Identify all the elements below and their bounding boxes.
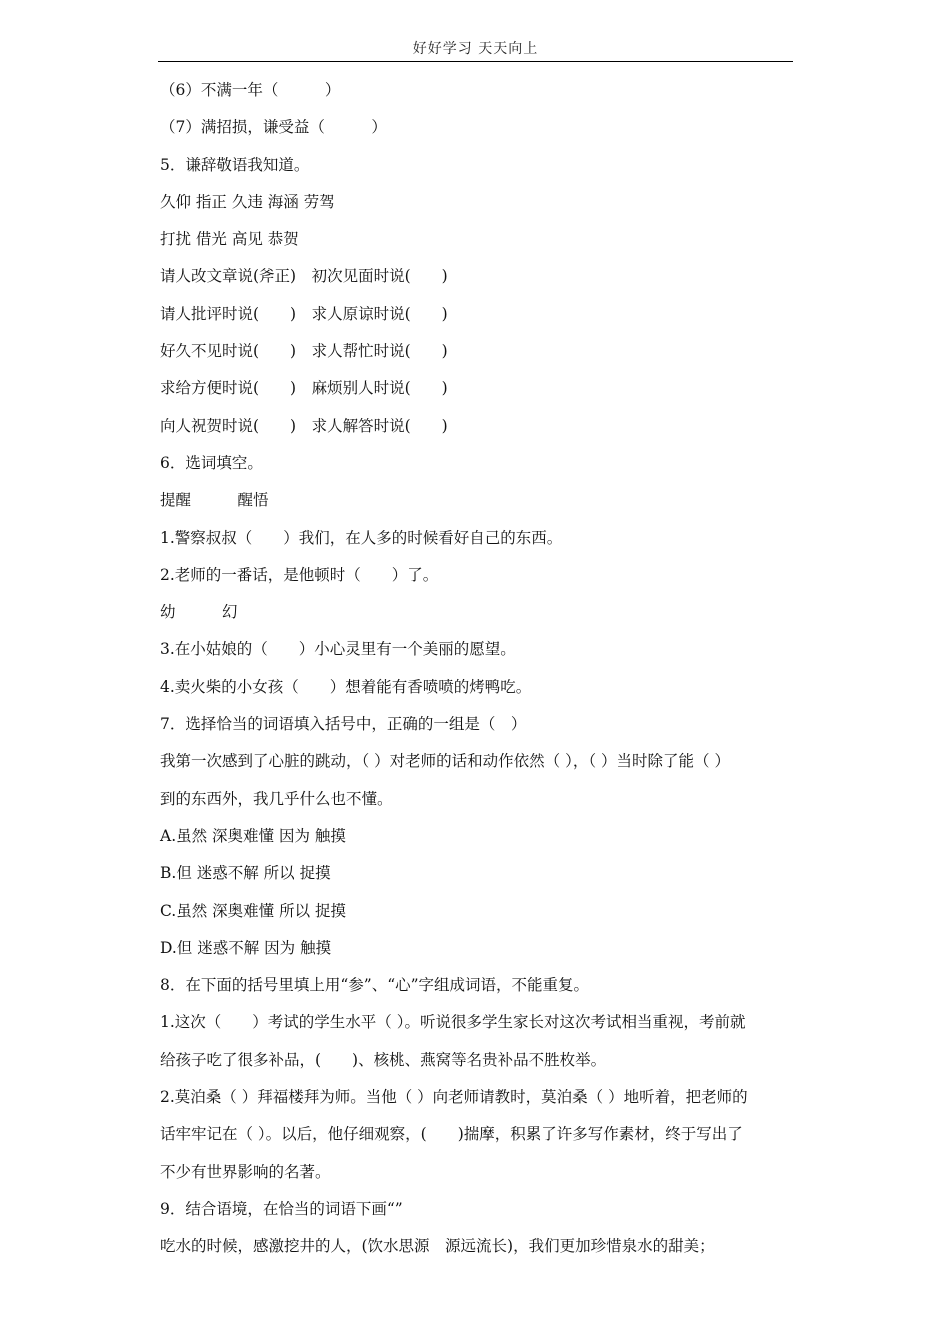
text-line: 不少有世界影响的名著。 xyxy=(160,1162,331,1181)
text-line: 到的东西外，我几乎什么也不懂。 xyxy=(160,789,393,808)
question-heading: 9．结合语境，在恰当的词语下画“” xyxy=(160,1199,403,1218)
word-bank: 久仰 指正 久违 海涵 劳驾 xyxy=(160,192,335,211)
text-line: 4.卖火柴的小女孩（ ）想着能有香喷喷的烤鸭吃。 xyxy=(160,677,532,696)
question-heading: 6．选词填空。 xyxy=(160,453,263,472)
text-line: 请人改文章说(斧正) 初次见面时说( ) xyxy=(160,267,448,286)
word-bank: 幼 幻 xyxy=(160,603,238,622)
text-line: 好久不见时说( ) 求人帮忙时说( ) xyxy=(160,342,448,361)
page-header: 好好学习 天天向上 xyxy=(412,41,539,57)
text-line: 向人祝贺时说( ) 求人解答时说( ) xyxy=(160,416,448,435)
text-line: 请人批评时说( ) 求人原谅时说( ) xyxy=(160,304,448,323)
text-line: 2.老师的一番话，是他顿时（ ）了。 xyxy=(160,565,439,584)
question-heading: 5．谦辞敬语我知道。 xyxy=(160,155,310,174)
text-line: 我第一次感到了心脏的跳动，（ ）对老师的话和动作依然（ ），（ ）当时除了能（ ） xyxy=(160,752,730,771)
text-line: 给孩子吃了很多补品，( )、核桃、燕窝等名贵补品不胜枚举。 xyxy=(160,1050,607,1069)
question-heading: 7．选择恰当的词语填入括号中，正确的一组是（ ） xyxy=(160,715,527,734)
text-line: 1.这次（ ）考试的学生水平（ ）。听说很多学生家长对这次考试相当重视，考前就 xyxy=(160,1013,746,1032)
header-divider xyxy=(158,61,793,62)
text-line: （7）满招损，谦受益（ ） xyxy=(160,118,387,137)
text-line: 2.莫泊桑（ ）拜福楼拜为师。当他（ ）向老师请教时，莫泊桑（ ）地听着，把老师的 xyxy=(160,1088,748,1107)
text-line: 1.警察叔叔（ ）我们，在人多的时候看好自己的东西。 xyxy=(160,528,563,547)
answer-option: B.但 迷惑不解 所以 捉摸 xyxy=(160,864,331,883)
word-bank: 提醒 醒悟 xyxy=(160,491,269,510)
answer-option: C.虽然 深奥难懂 所以 捉摸 xyxy=(160,901,347,920)
text-line: 吃水的时候，感激挖井的人，(饮水思源 源远流长)，我们更加珍惜泉水的甜美； xyxy=(160,1237,715,1256)
answer-option: A.虽然 深奥难懂 因为 触摸 xyxy=(160,826,346,845)
text-line: （6）不满一年（ ） xyxy=(160,81,341,99)
document-body xyxy=(160,76,800,1270)
text-line: 求给方便时说( ) 麻烦别人时说( ) xyxy=(160,379,448,398)
word-bank: 打扰 借光 高见 恭贺 xyxy=(160,230,299,249)
answer-option: D.但 迷惑不解 因为 触摸 xyxy=(160,938,332,957)
text-line: 话牢牢记在（ ）。以后，他仔细观察，( )揣摩，积累了许多写作素材，终于写出了 xyxy=(160,1125,743,1144)
question-heading: 8．在下面的括号里填上用“参”、“心”字组成词语，不能重复。 xyxy=(160,976,590,995)
text-line: 3.在小姑娘的（ ）小心灵里有一个美丽的愿望。 xyxy=(160,640,516,659)
